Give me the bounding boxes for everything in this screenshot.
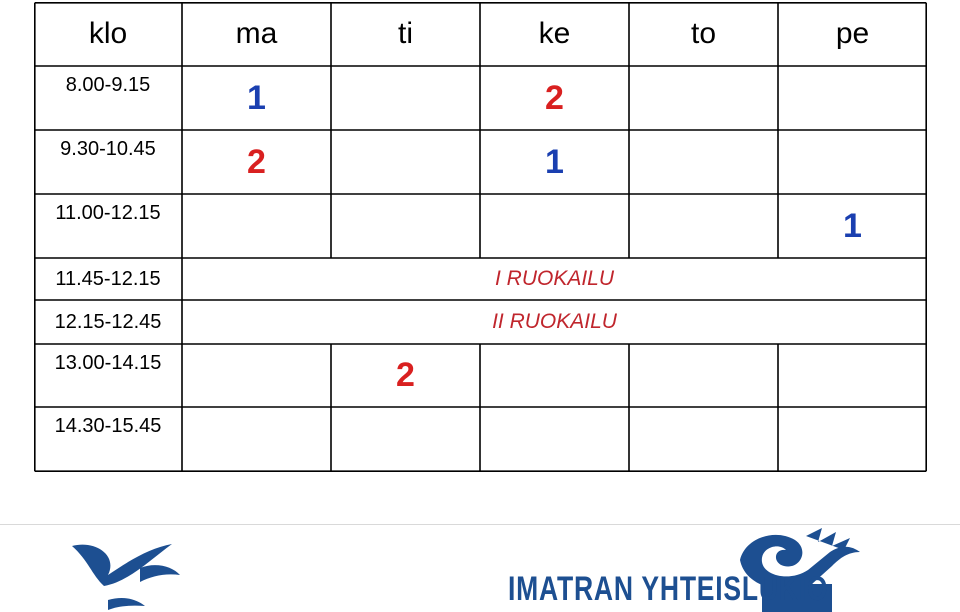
wave-logo-right-spikes: [806, 528, 850, 550]
time-slot: 11.45-12.15: [55, 267, 161, 290]
course-mark: 2: [545, 79, 564, 117]
time-slot: 13.00-14.15: [54, 352, 162, 374]
school-name: IMATRAN YHTEISLUKIO: [508, 570, 829, 608]
day-header: ke: [538, 17, 571, 50]
day-header: to: [690, 17, 717, 50]
wave-logo-left-shape-2: [140, 565, 180, 582]
day-header: pe: [835, 17, 870, 50]
day-header: ma: [235, 17, 278, 50]
lunch-label: II RUOKAILU: [492, 310, 617, 333]
wave-logo-left-shape-3: [108, 598, 145, 610]
course-mark: 1: [545, 143, 564, 181]
timetable: [34, 2, 927, 472]
lunch-label: I RUOKAILU: [494, 267, 615, 290]
time-slot: 14.30-15.45: [54, 415, 162, 437]
course-mark: 1: [247, 79, 266, 117]
course-mark: 2: [247, 143, 266, 181]
wave-logo-left: [72, 544, 180, 610]
day-header: ti: [398, 17, 413, 50]
course-mark: 2: [396, 356, 415, 394]
time-slot: 9.30-10.45: [60, 138, 156, 160]
time-slot: 8.00-9.15: [65, 74, 151, 96]
course-mark: 1: [843, 207, 862, 245]
day-header: klo: [88, 17, 128, 50]
wave-logo-left-shape-1: [72, 544, 172, 586]
time-slot: 12.15-12.45: [54, 310, 162, 333]
time-slot: 11.00-12.15: [55, 202, 161, 224]
